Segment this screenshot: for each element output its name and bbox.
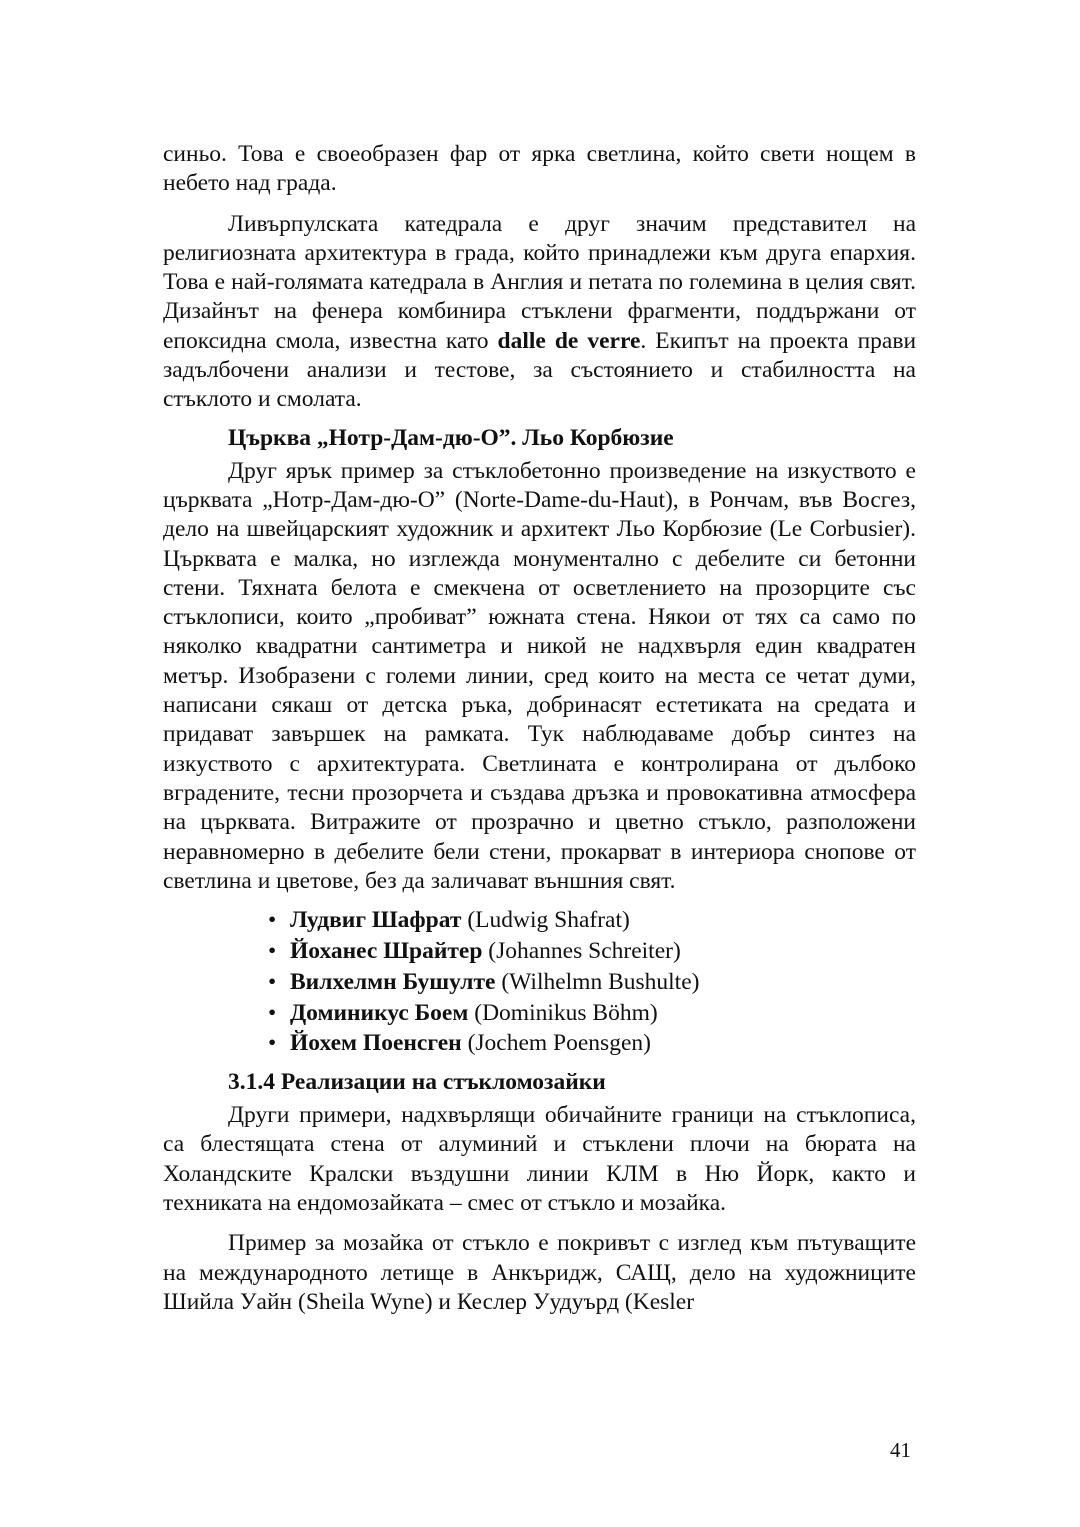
artist-name: Йохем Поенсген [290,1030,462,1057]
heading-notre-dame: Църква „Нотр-Дам-дю-О”. Льо Корбюзие [228,424,674,451]
artist-item [268,1028,916,1059]
artist-latin: (Wilhelmn Bushulte) [501,968,700,995]
artist-item [268,905,916,936]
page-body [163,140,916,1317]
paragraph-notre-dame: Друг ярък пример за стъклобетонно произведение на изкуството е църквата „Нотр-Дам-дю-О” (Norte-Dame-du-Haut), в Рончам, във Восгез, дело на швейцарският художник и архитект Льо Корбюзие (Le Corbusier). Църквата е малка, но изглежда монументално с дебелите си бетонни стени. Тяхната белота е смекчена от осветлението на прозорците със стъклописи, които „пробиват” южната стена. Някои от тях са само по няколко квадратни сантиметра и никой не надхвърля един квадратен метър. Изобразени с големи линии, сред които на места се четат думи, написани сякаш от детска ръка, добринасят естетиката на средата и придават завършек на рамката. Тук наблюдаваме добър синтез на изкуството с архитектурата. Светлината е контролирана от дълбоко вградените, тесни прозорчета и създава дръзка и провокативна атмосфера на църквата. Витражите от прозрачно и цветно стъкло, разположени неравномерно в дебелите бели стени, прокарват в интериора снопове от светлина и цветове, без да заличават външния свят. [163,457,916,894]
page-number: 41 [890,1438,911,1462]
bullet-icon: • [268,937,277,964]
artist-item [268,936,916,967]
bullet-icon: • [268,968,277,995]
artist-latin: (Ludwig Shafrat) [467,907,630,934]
heading-glass-mosaic: 3.1.4 Реализации на стъкломозайки [228,1069,606,1096]
paragraph-klm: Други примери, надхвърлящи обичайните граници на стъклописа, са блестящата стена от алуминий и стъклени плочи на бюрата на Холандските Кралски въздушни линии КЛМ в Ню Йорк, както и техниката на ендомозайката – смес от стъкло и мозайка. [163,1102,916,1216]
artist-latin: (Dominikus Böhm) [474,999,658,1026]
artist-item [268,998,916,1029]
bullet-icon: • [268,999,277,1026]
bullet-icon: • [268,1030,277,1057]
artist-name: Лудвиг Шафрат [290,907,462,934]
paragraph-anchorage: Пример за мозайка от стъкло е покривът с изглед към пътуващите на международното летище в Анкъридж, САЩ, дело на художниците Шийла Уайн (Sheila Wyne) и Кеслер Уудуърд (Kesler [163,1230,916,1315]
artist-latin: (Jochem Poensgen) [467,1030,651,1057]
paragraph-intro: синьо. Това е своеобразен фар от ярка светлина, който свети нощем в небето над града. [163,141,916,197]
paragraph-liverpool-text-2: . Екипът на проекта прави задълбочени анализи и тестове, за състоянието и стабилността на стъклото и смолата. [163,327,917,413]
artist-item [268,967,916,998]
artist-name: Вилхелмн Бушулте [290,968,496,995]
artist-name: Доминикус Боем [290,999,469,1026]
artist-latin: (Johannes Schreiter) [488,937,681,964]
term-dalle-de-verre: dalle de verre [497,327,641,354]
paragraph-liverpool-text-1: Ливърпулската катедрала е друг значим представител на религиозната архитектура в града, който принадлежи към друга епархия. Това е най-голямата катедрала в Англия и петата по големина в целия свят. Дизайнът на фенера комбинира стъклени фрагменти, поддържани от епоксидна смола, известна като [163,210,916,354]
paragraph-liverpool [163,210,916,415]
artist-list [163,905,916,1059]
artist-name: Йоханес Шрайтер [290,937,483,964]
bullet-icon: • [268,907,277,934]
